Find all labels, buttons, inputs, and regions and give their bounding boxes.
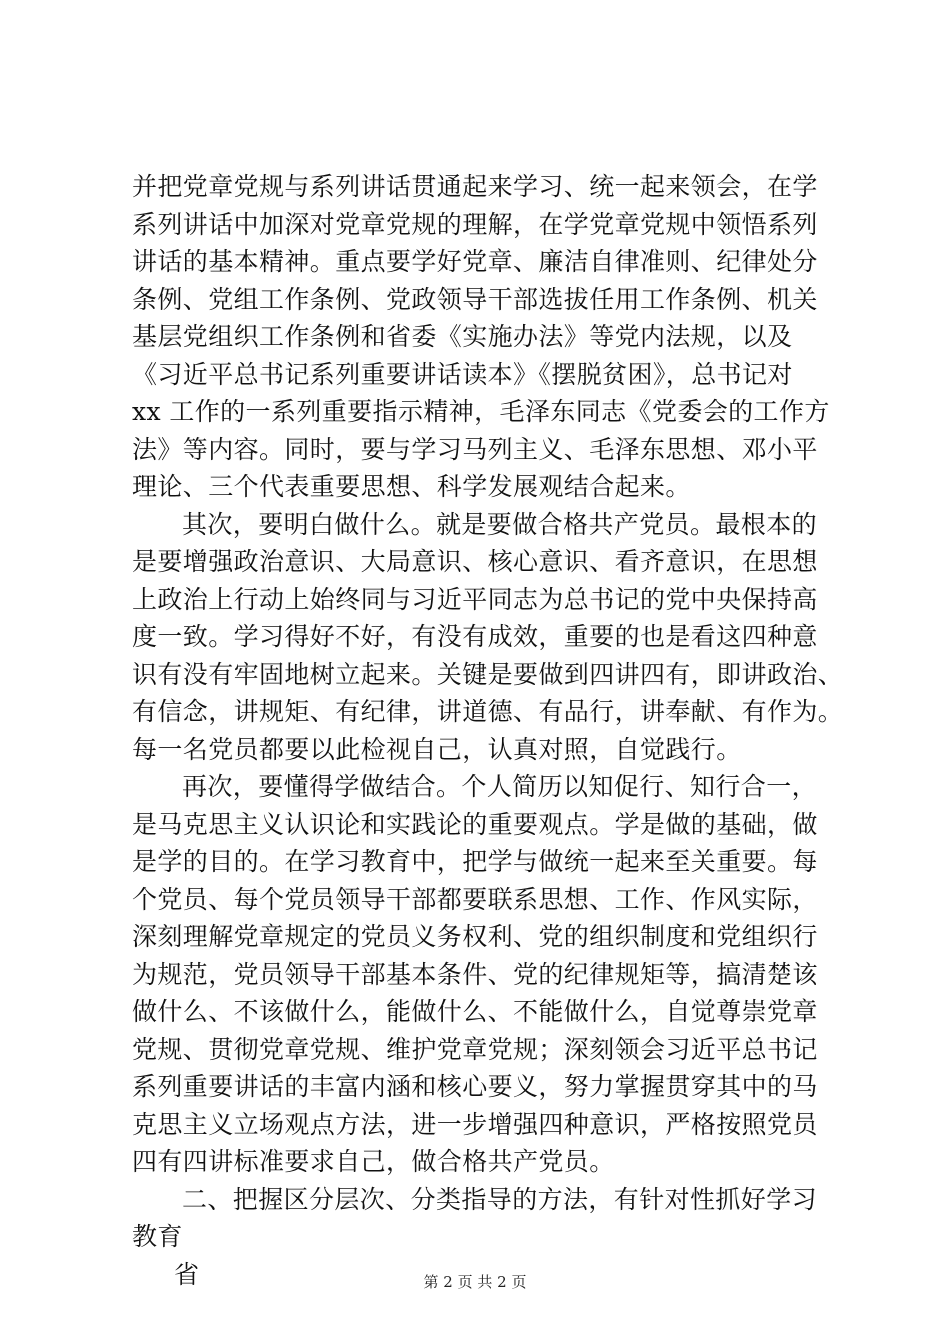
text-line: 法》等内容。同时，要与学习马列主义、毛泽东思想、邓小平 bbox=[132, 434, 818, 464]
text-line: 是要增强政治意识、大局意识、核心意识、看齐意识，在思想 bbox=[132, 547, 818, 576]
paragraph-start-line: 再次，要懂得学做结合。个人简历以知促行、知行合一， bbox=[182, 772, 818, 801]
text-line: 个党员、每个党员领导干部都要联系思想、工作、作风实际， bbox=[132, 884, 818, 914]
text-line: 基层党组织工作条例和省委《实施办法》等党内法规，以及 bbox=[132, 322, 793, 351]
page-footer bbox=[0, 1272, 950, 1292]
paragraph-start-line: 其次，要明白做什么。就是要做合格共产党员。最根本的 bbox=[182, 509, 818, 539]
text-line: 识有没有牢固地树立起来。关键是要做到四讲四有，即讲政治、 bbox=[132, 659, 844, 689]
text-line: xx 工作的一系列重要指示精神，毛泽东同志《党委会的工作方 bbox=[132, 397, 830, 426]
text-line: 四有四讲标准要求自己，做合格共产党员。 bbox=[132, 1147, 615, 1176]
text-line: 系列重要讲话的丰富内涵和核心要义，努力掌握贯穿其中的马 bbox=[132, 1072, 818, 1101]
text-line: 为规范，党员领导干部基本条件、党的纪律规矩等，搞清楚该 bbox=[132, 959, 818, 989]
text-line: 上政治上行动上始终同与习近平同志为总书记的党中央保持高 bbox=[132, 584, 818, 614]
text-line: 每一名党员都要以此检视自己，认真对照，自觉践行。 bbox=[132, 734, 742, 764]
section-heading-line: 教育 bbox=[132, 1222, 183, 1251]
text-line: 有信念，讲规矩、有纪律，讲道德、有品行，讲奉献、有作为。 bbox=[132, 697, 844, 726]
text-line: 《习近平总书记系列重要讲话读本》《摆脱贫困》，总书记对 bbox=[132, 359, 793, 389]
text-line: 条例、党组工作条例、党政领导干部选拔任用工作条例、机关 bbox=[132, 284, 818, 314]
text-line: 并把党章党规与系列讲话贯通起来学习、统一起来领会，在学 bbox=[132, 172, 818, 201]
text-line: 省 bbox=[174, 1259, 200, 1289]
document-body bbox=[132, 168, 844, 1293]
text-line: 党规、贯彻党章党规、维护党章党规；深刻领会习近平总书记 bbox=[132, 1034, 818, 1064]
text-line: 做什么、不该做什么，能做什么、不能做什么，自觉尊崇党章 bbox=[132, 997, 818, 1026]
text-line: 是马克思主义认识论和实践论的重要观点。学是做的基础，做 bbox=[132, 809, 818, 839]
text-line: 度一致。学习得好不好，有没有成效，重要的也是看这四种意 bbox=[132, 622, 818, 651]
text-line: 系列讲话中加深对党章党规的理解，在学党章党规中领悟系列 bbox=[132, 209, 818, 239]
text-line: 是学的目的。在学习教育中，把学与做统一起来至关重要。每 bbox=[132, 847, 818, 876]
section-heading-line: 二、把握区分层次、分类指导的方法，有针对性抓好学习 bbox=[182, 1184, 818, 1214]
text-line: 深刻理解党章规定的党员义务权利、党的组织制度和党组织行 bbox=[132, 922, 818, 951]
page-number-label: 第 2 页 共 2 页 bbox=[423, 1273, 527, 1291]
text-line: 理论、三个代表重要思想、科学发展观结合起来。 bbox=[132, 472, 691, 501]
text-line: 讲话的基本精神。重点要学好党章、廉洁自律准则、纪律处分 bbox=[132, 247, 818, 276]
text-line: 克思主义立场观点方法，进一步增强四种意识，严格按照党员 bbox=[132, 1109, 818, 1139]
